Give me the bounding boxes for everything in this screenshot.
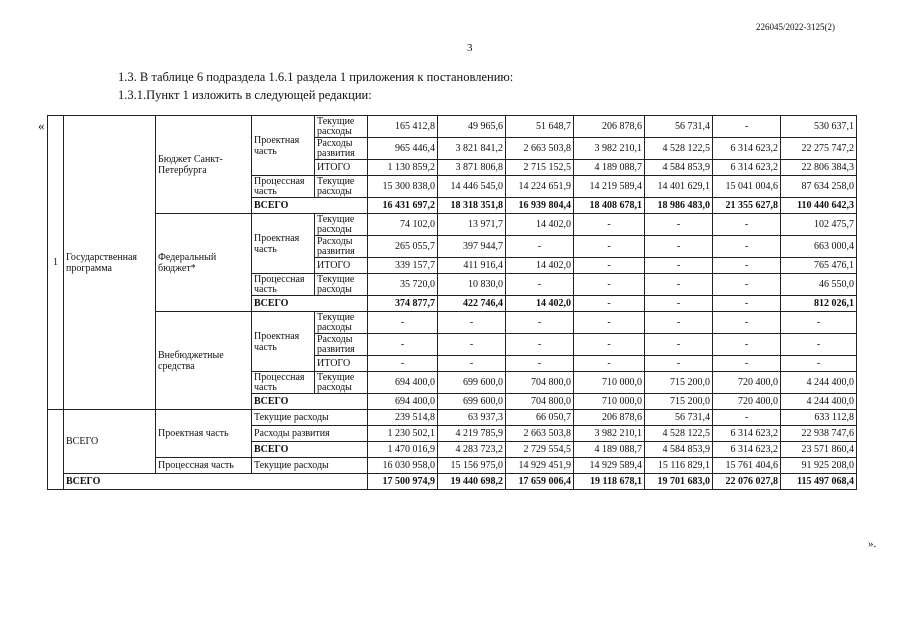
cell: 663 000,4 (781, 236, 857, 258)
cell: 49 965,6 (438, 116, 506, 138)
type-current: Текущие расходы (315, 274, 368, 296)
cell: 699 600,0 (438, 394, 506, 410)
type-vsego: ВСЕГО (252, 394, 368, 410)
total-label: ВСЕГО (64, 410, 156, 474)
cell: 18 318 351,8 (438, 198, 506, 214)
cell: - (574, 334, 645, 356)
type-development: Расходы развития (315, 236, 368, 258)
cell: - (574, 236, 645, 258)
cell: 4 283 723,2 (438, 442, 506, 458)
cell: 19 118 678,1 (574, 474, 645, 490)
cell: 206 878,6 (574, 410, 645, 426)
cell: - (506, 312, 574, 334)
cell: - (713, 356, 781, 372)
cell: 14 402,0 (506, 296, 574, 312)
cell: 63 937,3 (438, 410, 506, 426)
row-number: 1 (48, 116, 64, 410)
cell: 2 715 152,5 (506, 160, 574, 176)
cell: 14 402,0 (506, 258, 574, 274)
cell: 18 408 678,1 (574, 198, 645, 214)
cell: - (713, 410, 781, 426)
cell: 16 939 804,4 (506, 198, 574, 214)
cell: 530 637,1 (781, 116, 857, 138)
page-number: 3 (467, 42, 473, 54)
cell: 397 944,7 (438, 236, 506, 258)
cell: - (713, 296, 781, 312)
cell: 374 877,7 (368, 296, 438, 312)
cell: 339 157,7 (368, 258, 438, 274)
cell: - (645, 258, 713, 274)
cell: 704 800,0 (506, 394, 574, 410)
cell: 22 275 747,2 (781, 138, 857, 160)
type-current: Текущие расходы (315, 214, 368, 236)
cell: 411 916,4 (438, 258, 506, 274)
cell: 710 000,0 (574, 372, 645, 394)
intro-line-2: 1.3.1.Пункт 1 изложить в следующей редакции: (118, 88, 372, 102)
cell: 165 412,8 (368, 116, 438, 138)
cell: 23 571 860,4 (781, 442, 857, 458)
cell: - (574, 296, 645, 312)
cell: 21 355 627,8 (713, 198, 781, 214)
cell: - (438, 356, 506, 372)
cell: 13 971,7 (438, 214, 506, 236)
part-project: Проектная часть (252, 312, 315, 372)
cell: 17 500 974,9 (368, 474, 438, 490)
part-project: Проектная часть (252, 116, 315, 176)
type-current: Текущие расходы (315, 176, 368, 198)
type-development: Расходы развития (315, 334, 368, 356)
type-itogo: ИТОГО (315, 258, 368, 274)
cell: - (574, 274, 645, 296)
cell: 51 648,7 (506, 116, 574, 138)
cell: 56 731,4 (645, 116, 713, 138)
cell: 720 400,0 (713, 372, 781, 394)
type-current: Текущие расходы (252, 410, 368, 426)
quote-close: ». (868, 538, 877, 550)
cell: - (713, 334, 781, 356)
cell: 102 475,7 (781, 214, 857, 236)
cell: 14 929 589,4 (574, 458, 645, 474)
cell: 14 224 651,9 (506, 176, 574, 198)
cell: 46 550,0 (781, 274, 857, 296)
cell: - (368, 334, 438, 356)
cell: 19 701 683,0 (645, 474, 713, 490)
cell: 4 584 853,9 (645, 160, 713, 176)
cell: 765 476,1 (781, 258, 857, 274)
cell: 694 400,0 (368, 372, 438, 394)
source-spb: Бюджет Санкт-Петербурга (156, 116, 252, 214)
cell: 812 026,1 (781, 296, 857, 312)
cell: 14 446 545,0 (438, 176, 506, 198)
cell: 14 929 451,9 (506, 458, 574, 474)
cell: - (368, 356, 438, 372)
cell: 6 314 623,2 (713, 442, 781, 458)
cell: 14 401 629,1 (645, 176, 713, 198)
cell: 239 514,8 (368, 410, 438, 426)
cell: 15 116 829,1 (645, 458, 713, 474)
cell: - (368, 312, 438, 334)
cell: - (506, 274, 574, 296)
cell: 19 440 698,2 (438, 474, 506, 490)
cell: 4 528 122,5 (645, 138, 713, 160)
cell: 3 871 806,8 (438, 160, 506, 176)
cell: 422 746,4 (438, 296, 506, 312)
cell: 16 030 958,0 (368, 458, 438, 474)
cell: - (713, 258, 781, 274)
cell: 1 230 502,1 (368, 426, 438, 442)
part-project: Проектная часть (156, 410, 252, 458)
type-current: Текущие расходы (315, 116, 368, 138)
cell: 115 497 068,4 (781, 474, 857, 490)
cell: - (506, 236, 574, 258)
cell: 3 821 841,2 (438, 138, 506, 160)
cell: - (713, 116, 781, 138)
cell: 110 440 642,3 (781, 198, 857, 214)
cell: 2 729 554,5 (506, 442, 574, 458)
cell: 4 584 853,9 (645, 442, 713, 458)
part-process: Процессная часть (252, 176, 315, 198)
cell: 4 528 122,5 (645, 426, 713, 442)
cell: - (645, 356, 713, 372)
cell: 6 314 623,2 (713, 426, 781, 442)
cell: 91 925 208,0 (781, 458, 857, 474)
cell: 710 000,0 (574, 394, 645, 410)
cell: 4 189 088,7 (574, 160, 645, 176)
cell: - (781, 334, 857, 356)
type-development: Расходы развития (252, 426, 368, 442)
part-process: Процессная часть (252, 372, 315, 394)
part-project: Проектная часть (252, 214, 315, 274)
cell: - (574, 356, 645, 372)
cell: 633 112,8 (781, 410, 857, 426)
cell: 3 982 210,1 (574, 138, 645, 160)
cell: 1 130 859,2 (368, 160, 438, 176)
type-current: Текущие расходы (252, 458, 368, 474)
quote-open: « (38, 118, 45, 133)
part-process: Процессная часть (252, 274, 315, 296)
cell: 715 200,0 (645, 394, 713, 410)
cell: 4 189 088,7 (574, 442, 645, 458)
cell: 14 402,0 (506, 214, 574, 236)
cell: 6 314 623,2 (713, 138, 781, 160)
cell: 14 219 589,4 (574, 176, 645, 198)
cell: 715 200,0 (645, 372, 713, 394)
cell: - (781, 312, 857, 334)
cell: - (713, 214, 781, 236)
document-number: 226045/2022-3125(2) (756, 22, 835, 32)
cell: 3 982 210,1 (574, 426, 645, 442)
cell: - (574, 214, 645, 236)
type-vsego: ВСЕГО (64, 474, 368, 490)
type-vsego: ВСЕГО (252, 296, 368, 312)
cell: 15 761 404,6 (713, 458, 781, 474)
table-row (48, 312, 857, 334)
cell: - (506, 334, 574, 356)
table-row (48, 474, 857, 490)
cell: 56 731,4 (645, 410, 713, 426)
cell: 15 300 838,0 (368, 176, 438, 198)
cell: 704 800,0 (506, 372, 574, 394)
cell: 22 806 384,3 (781, 160, 857, 176)
row-number-empty (48, 410, 64, 490)
cell: 265 055,7 (368, 236, 438, 258)
cell: 720 400,0 (713, 394, 781, 410)
cell: - (645, 214, 713, 236)
type-vsego: ВСЕГО (252, 442, 368, 458)
cell: 6 314 623,2 (713, 160, 781, 176)
source-extra: Внебюджетные средства (156, 312, 252, 410)
type-itogo: ИТОГО (315, 160, 368, 176)
cell: 694 400,0 (368, 394, 438, 410)
type-vsego: ВСЕГО (252, 198, 368, 214)
cell: 87 634 258,0 (781, 176, 857, 198)
cell: - (713, 312, 781, 334)
intro-line-1: 1.3. В таблице 6 подраздела 1.6.1 раздела 1 приложения к постановлению: (118, 70, 514, 84)
table-row (48, 458, 857, 474)
cell: 206 878,6 (574, 116, 645, 138)
type-development: Расходы развития (315, 138, 368, 160)
cell: - (574, 312, 645, 334)
cell: 4 219 785,9 (438, 426, 506, 442)
type-current: Текущие расходы (315, 372, 368, 394)
cell: 15 156 975,0 (438, 458, 506, 474)
cell: 2 663 503,8 (506, 138, 574, 160)
part-process: Процессная часть (156, 458, 252, 474)
cell: 4 244 400,0 (781, 394, 857, 410)
cell: - (645, 334, 713, 356)
cell: - (645, 236, 713, 258)
cell: 22 076 027,8 (713, 474, 781, 490)
cell: 66 050,7 (506, 410, 574, 426)
cell: 16 431 697,2 (368, 198, 438, 214)
cell: - (506, 356, 574, 372)
cell: 15 041 004,6 (713, 176, 781, 198)
cell: 22 938 747,6 (781, 426, 857, 442)
cell: 1 470 016,9 (368, 442, 438, 458)
cell: 17 659 006,4 (506, 474, 574, 490)
cell: - (781, 356, 857, 372)
cell: 35 720,0 (368, 274, 438, 296)
table-row (48, 214, 857, 236)
cell: 74 102,0 (368, 214, 438, 236)
cell: 18 986 483,0 (645, 198, 713, 214)
cell: 4 244 400,0 (781, 372, 857, 394)
cell: - (713, 274, 781, 296)
cell: 2 663 503,8 (506, 426, 574, 442)
type-current: Текущие расходы (315, 312, 368, 334)
cell: - (438, 312, 506, 334)
cell: - (645, 274, 713, 296)
type-itogo: ИТОГО (315, 356, 368, 372)
table-row (48, 410, 857, 426)
cell: 699 600,0 (438, 372, 506, 394)
cell: - (438, 334, 506, 356)
cell: - (645, 312, 713, 334)
source-federal: Федеральный бюджет* (156, 214, 252, 312)
financing-table (47, 115, 857, 490)
cell: - (713, 236, 781, 258)
cell: - (645, 296, 713, 312)
table-row (48, 116, 857, 138)
cell: 965 446,4 (368, 138, 438, 160)
program-label: Государственная программа (64, 116, 156, 410)
cell: 10 830,0 (438, 274, 506, 296)
cell: - (574, 258, 645, 274)
